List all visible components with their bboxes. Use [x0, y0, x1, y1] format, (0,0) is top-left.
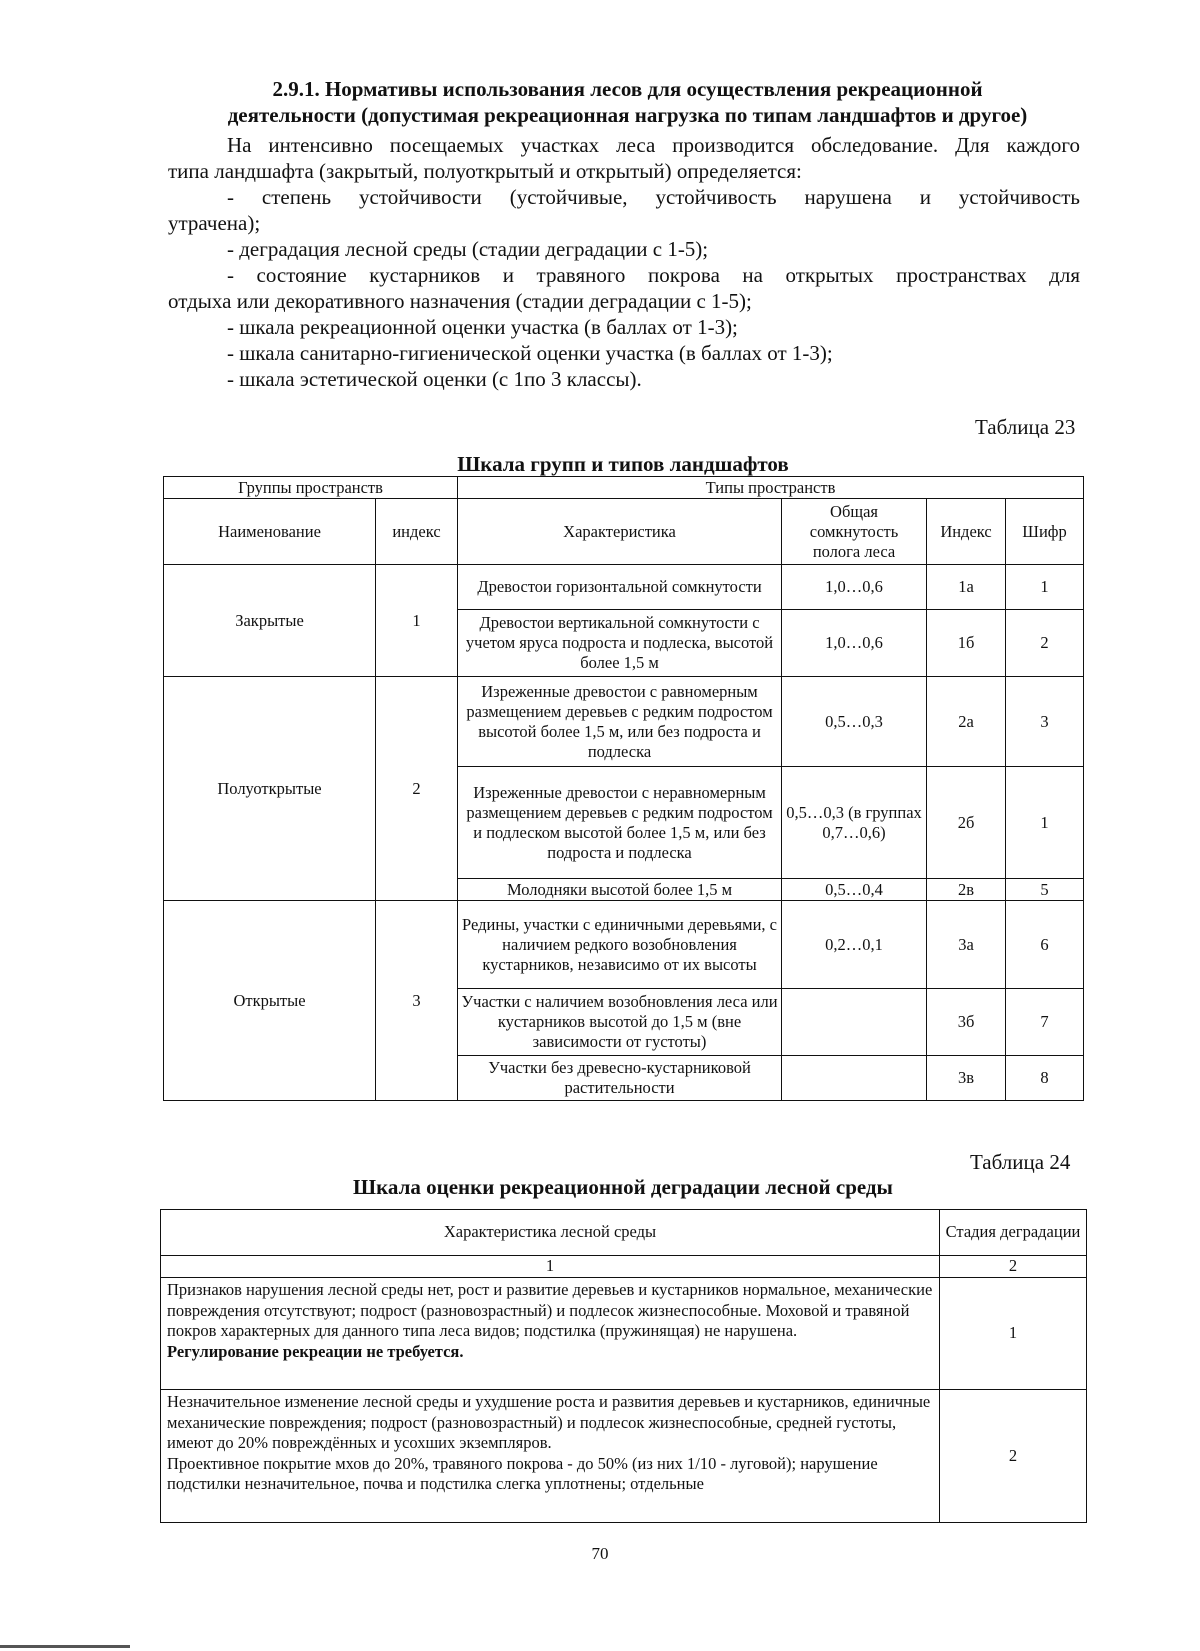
cipher-cell: 1: [1006, 767, 1084, 879]
degradation-scale-table: [160, 1209, 1087, 1523]
cipher-cell: 6: [1006, 901, 1084, 989]
code-index-cell: 2б: [927, 767, 1006, 879]
stage-cell: 1: [940, 1278, 1087, 1390]
group-name: Закрытые: [164, 565, 376, 677]
density-cell: 0,5…0,4: [782, 879, 927, 901]
cipher-cell: 5: [1006, 879, 1084, 901]
density-cell: 0,2…0,1: [782, 901, 927, 989]
code-index-cell: 3б: [927, 989, 1006, 1056]
table-row: [161, 1278, 1087, 1390]
regulation-note: Регулирование рекреации не требуется.: [167, 1341, 464, 1361]
col-header-name: Наименование: [164, 499, 376, 565]
landscape-types-table: [163, 476, 1084, 1101]
bullet-shrubs-line2: отдыха или декоративного назначения (стадии деградации с 1-5);: [168, 289, 752, 313]
characteristic-cell: Редины, участки с единичными деревьями, с наличием редкого возобновления кустарников, независимо от их высоты: [458, 901, 782, 989]
intro-paragraph-line2: типа ландшафта (закрытый, полуоткрытый и открытый) определяется:: [168, 159, 802, 183]
density-cell: 1,0…0,6: [782, 610, 927, 677]
table23-label: Таблица 23: [975, 415, 1076, 439]
density-cell: 0,5…0,3 (в группах 0,7…0,6): [782, 767, 927, 879]
col-header-stage: Стадия деградации: [940, 1210, 1087, 1256]
col-number-2: 2: [940, 1256, 1087, 1278]
code-index-cell: 1а: [927, 565, 1006, 610]
bullet-sanitary-scale: - шкала санитарно-гигиенической оценки участка (в баллах от 1-3);: [227, 341, 833, 365]
characteristic-cell: Изреженные древостои с равномерным размещением деревьев с редким подростом высотой более 1,5 м, или без подроста и подлеска: [458, 677, 782, 767]
characteristic-cell: Древостои горизонтальной сомкнутости: [458, 565, 782, 610]
density-cell: [782, 989, 927, 1056]
code-index-cell: 1б: [927, 610, 1006, 677]
table-row: [164, 901, 1084, 989]
col-header-environment: Характеристика лесной среды: [161, 1210, 940, 1256]
cipher-cell: 3: [1006, 677, 1084, 767]
table23-title: Шкала групп и типов ландшафтов: [457, 452, 789, 476]
stage-cell: 2: [940, 1390, 1087, 1523]
cipher-cell: 8: [1006, 1056, 1084, 1101]
density-cell: 1,0…0,6: [782, 565, 927, 610]
bullet-recreation-scale: - шкала рекреационной оценки участка (в баллах от 1-3);: [227, 315, 738, 339]
group-index: 1: [376, 565, 458, 677]
table-row: [164, 565, 1084, 610]
col-header-index: индекс: [376, 499, 458, 565]
group-index: 2: [376, 677, 458, 901]
code-index-cell: 2а: [927, 677, 1006, 767]
col-header-density: Общая сомкнутость полога леса: [782, 499, 927, 565]
table24-title: Шкала оценки рекреационной деградации лесной среды: [353, 1175, 893, 1199]
table-row: [161, 1390, 1087, 1523]
bullet-aesthetic-scale: - шкала эстетической оценки (с 1по 3 классы).: [227, 367, 642, 391]
bullet-stability-line2: утрачена);: [168, 211, 261, 235]
characteristic-cell: Молодняки высотой более 1,5 м: [458, 879, 782, 901]
section-title: 2.9.1. Нормативы использования лесов для осуществления рекреационной деятельности (допустимая рекреационная нагрузка по типам ландшафтов и другое): [227, 77, 1028, 127]
characteristic-cell: Участки без древесно-кустарниковой растительности: [458, 1056, 782, 1101]
bullet-shrubs-line1: - состояние кустарников и травяного покрова на открытых пространствах для: [227, 263, 1080, 287]
col-number-1: 1: [161, 1256, 940, 1278]
group-name: Открытые: [164, 901, 376, 1101]
characteristic-cell: Древостои вертикальной сомкнутости с учетом яруса подроста и подлеска, высотой более 1,5 м: [458, 610, 782, 677]
code-index-cell: 2в: [927, 879, 1006, 901]
col-header-code-index: Индекс: [927, 499, 1006, 565]
table24-label: Таблица 24: [970, 1150, 1071, 1174]
col-header-cipher: Шифр: [1006, 499, 1084, 565]
cipher-cell: 7: [1006, 989, 1084, 1056]
cipher-cell: 2: [1006, 610, 1084, 677]
cipher-cell: 1: [1006, 565, 1084, 610]
col-header-characteristic: Характеристика: [458, 499, 782, 565]
density-cell: [782, 1056, 927, 1101]
types-header: Типы пространств: [458, 477, 1084, 499]
code-index-cell: 3а: [927, 901, 1006, 989]
characteristic-cell: Изреженные древостои с неравномерным размещением деревьев с редким подростом и подлеском высотой более 1,5 м, или без подроста и подлеска: [458, 767, 782, 879]
code-index-cell: 3в: [927, 1056, 1006, 1101]
group-index: 3: [376, 901, 458, 1101]
scan-edge-mark: [0, 1645, 130, 1648]
environment-description: Признаков нарушения лесной среды нет, рост и развитие деревьев и кустарников нормальное, механические повреждения отсутствуют; подрост (разновозрастный) и подлесок жизнеспособные. Моховой и травяной покров характерных для данного типа леса видов; подстилка (пружинящая) не нарушена. Регулирование рекреации не требуется.: [161, 1278, 940, 1390]
table-row: [164, 677, 1084, 767]
page-number: 70: [591, 1544, 609, 1563]
characteristic-cell: Участки с наличием возобновления леса или кустарников высотой до 1,5 м (вне зависимости от густоты): [458, 989, 782, 1056]
bullet-stability-line1: - степень устойчивости (устойчивые, устойчивость нарушена и устойчивость: [227, 185, 1080, 209]
group-header: Группы пространств: [164, 477, 458, 499]
group-name: Полуоткрытые: [164, 677, 376, 901]
bullet-degradation: - деградация лесной среды (стадии деградации с 1-5);: [227, 237, 709, 261]
density-cell: 0,5…0,3: [782, 677, 927, 767]
intro-paragraph-line1: На интенсивно посещаемых участках леса производится обследование. Для каждого: [227, 133, 1080, 157]
environment-description: Незначительное изменение лесной среды и ухудшение роста и развития деревьев и кустарников, единичные механические повреждения; подрост (разновозрастный) и подлесок жизнеспособные, средней густоты, имеют до 20% повреждённых и усохших экземпляров. Проективное покрытие мхов до 20%, травяного покрова - до 50% (из них 1/10 - луговой); нарушение подстилки незначительное, почва и подстилка слегка уплотнены; отдельные: [161, 1390, 940, 1523]
